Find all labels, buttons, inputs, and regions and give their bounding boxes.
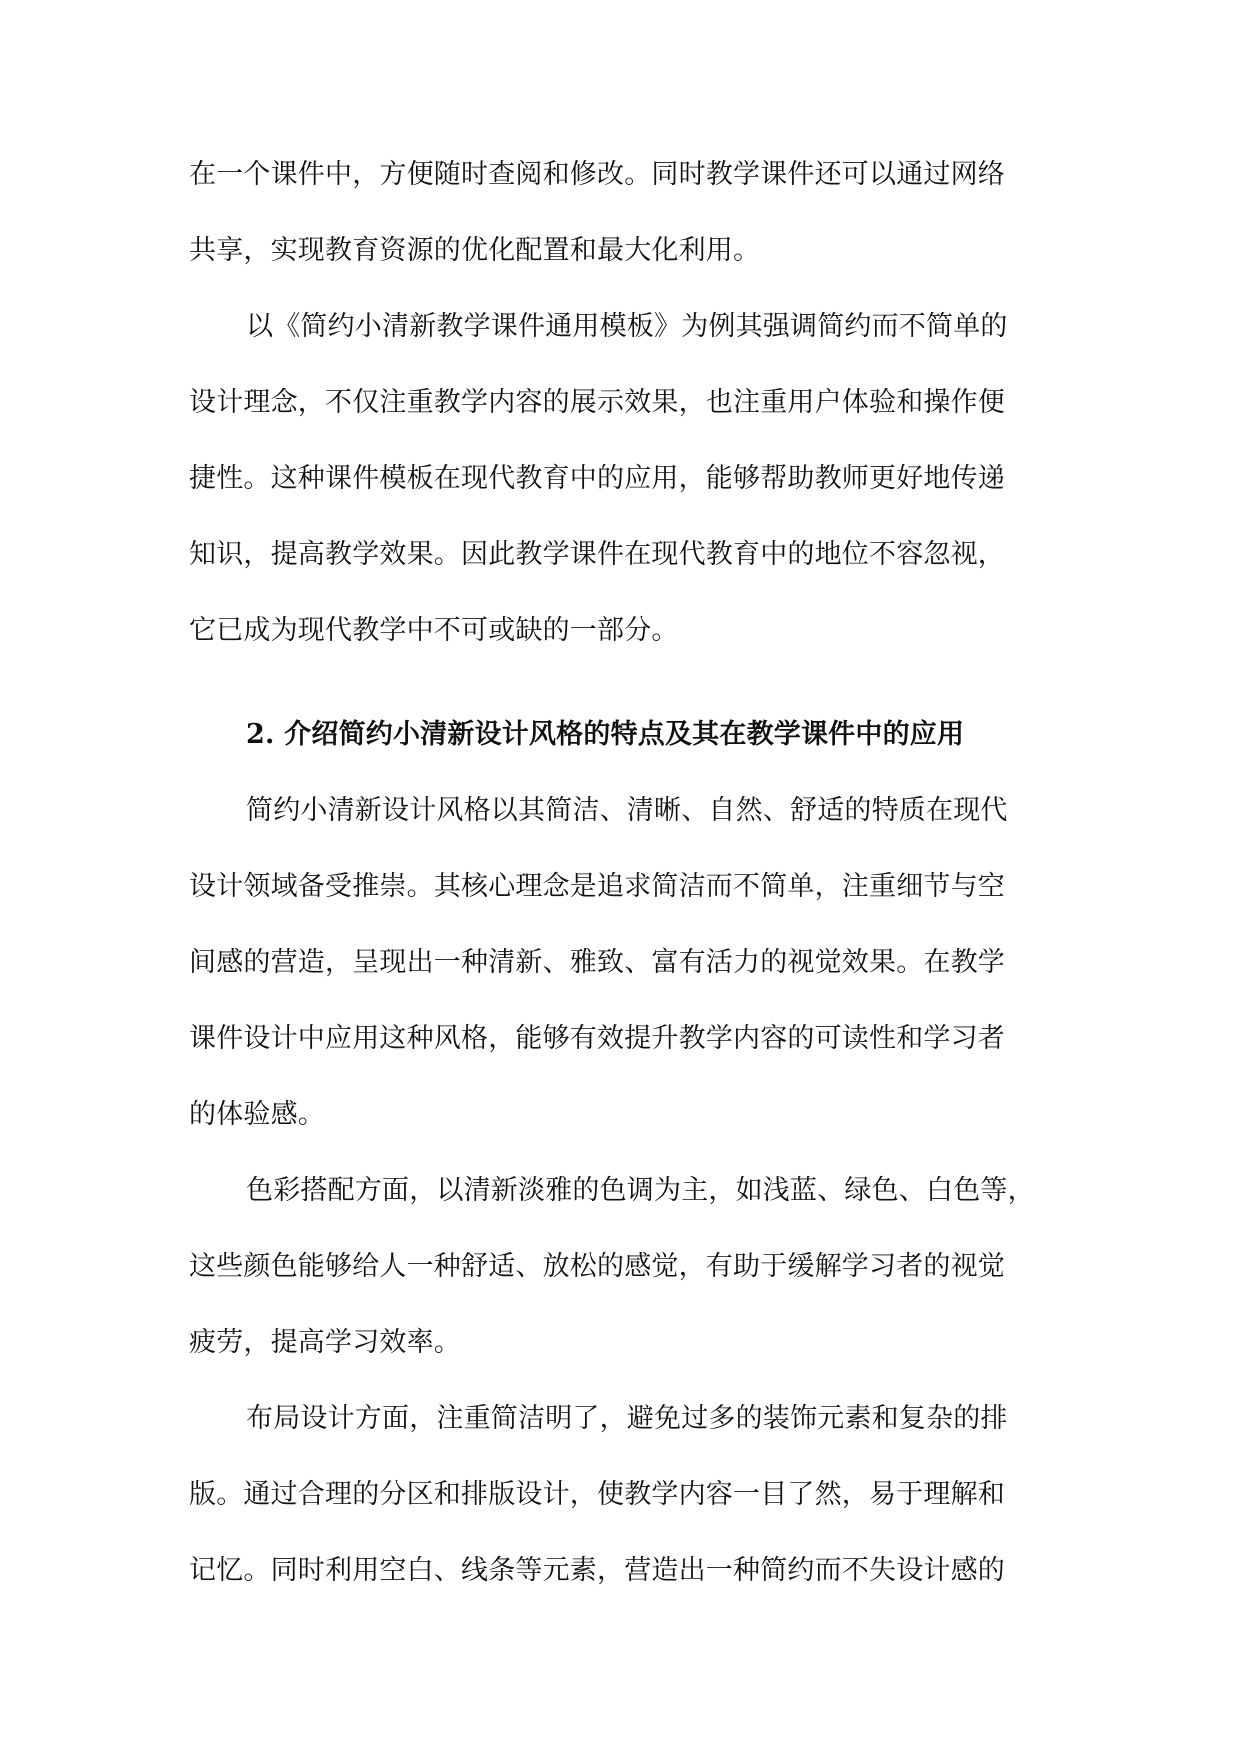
text-line: 简约小清新设计风格以其简洁、清晰、自然、舒适的特质在现代: [246, 795, 1008, 826]
text-line: 以《简约小清新教学课件通用模板》为例其强调简约而不简单的: [246, 311, 1008, 342]
text-line: 间感的营造，呈现出一种清新、雅致、富有活力的视觉效果。在教学: [189, 947, 1005, 978]
text-line: 记忆。同时利用空白、线条等元素，营造出一种简约而不失设计感的: [189, 1555, 1005, 1586]
text-line: 疲劳，提高学习效率。: [189, 1327, 461, 1358]
section-heading: [189, 697, 1061, 773]
text-line: 设计领域备受推崇。其核心理念是追求简洁而不简单，注重细节与空: [189, 871, 1005, 902]
text-line: 这些颜色能够给人一种舒适、放松的感觉，有助于缓解学习者的视觉: [189, 1251, 1005, 1282]
text-line: 在一个课件中，方便随时查阅和修改。同时教学课件还可以通过网络: [189, 159, 1005, 190]
paragraph-style-intro: [189, 773, 1061, 1153]
paragraph-template-example: [189, 289, 1061, 669]
paragraph-color-scheme: [189, 1153, 1061, 1381]
text-line: 设计理念，不仅注重教学内容的展示效果，也注重用户体验和操作便: [189, 387, 1005, 418]
paragraph-layout-design: [189, 1381, 1061, 1609]
text-line: 它已成为现代教学中不可或缺的一部分。: [189, 615, 679, 646]
text-line: 色彩搭配方面，以清新淡雅的色调为主，如浅蓝、绿色、白色等，: [246, 1175, 1035, 1206]
text-line: 课件设计中应用这种风格，能够有效提升教学内容的可读性和学习者: [189, 1023, 1005, 1054]
section-heading-text: 2. 介绍简约小清新设计风格的特点及其在教学课件中的应用: [246, 719, 965, 750]
text-line: 捷性。这种课件模板在现代教育中的应用，能够帮助教师更好地传递: [189, 463, 1005, 494]
paragraph-continuation: [189, 137, 1061, 289]
text-line: 版。通过合理的分区和排版设计，使教学内容一目了然，易于理解和: [189, 1479, 1005, 1510]
text-line: 知识，提高教学效果。因此教学课件在现代教育中的地位不容忽视，: [189, 539, 1005, 570]
text-line: 布局设计方面，注重简洁明了，避免过多的装饰元素和复杂的排: [246, 1403, 1008, 1434]
text-line: 共享，实现教育资源的优化配置和最大化利用。: [189, 235, 761, 266]
text-line: 的体验感。: [189, 1099, 325, 1130]
